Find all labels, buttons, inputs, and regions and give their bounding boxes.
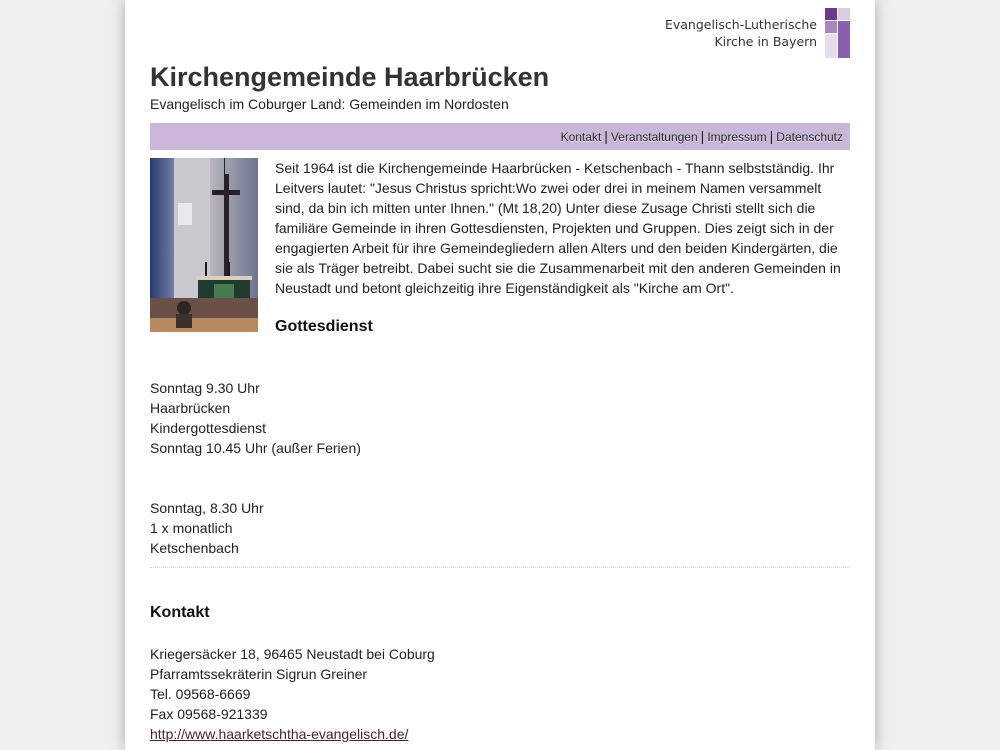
nav-link-veranstaltungen[interactable]: Veranstaltungen bbox=[610, 130, 698, 144]
gottesdienst-heading: Gottesdienst bbox=[275, 318, 373, 335]
service-line: 1 x monatlich bbox=[150, 520, 233, 536]
service-block-haarbruecken bbox=[150, 378, 361, 458]
section-divider bbox=[150, 567, 850, 568]
service-line: Haarbrücken bbox=[150, 400, 231, 416]
service-line: Ketschenbach bbox=[150, 540, 239, 556]
logo-line-1: Evangelisch-Lutherische bbox=[664, 17, 817, 32]
church-altar-photo bbox=[150, 158, 258, 332]
service-line: Kindergottesdienst bbox=[150, 420, 266, 436]
logo-line-2: Kirche in Bayern bbox=[714, 34, 817, 49]
nav-separator: | bbox=[604, 128, 608, 144]
contact-secretary: Pfarramtssekräterin Sigrun Greiner bbox=[150, 666, 368, 682]
top-navigation bbox=[150, 123, 850, 150]
contact-phone: Tel. 09568-6669 bbox=[150, 686, 251, 702]
nav-separator: | bbox=[700, 128, 705, 144]
site-title: Kirchengemeinde Haarbrücken bbox=[150, 62, 550, 92]
kontakt-heading: Kontakt bbox=[150, 604, 210, 621]
nav-separator: | bbox=[769, 128, 774, 144]
site-subtitle: Evangelisch im Coburger Land: Gemeinden im Nordosten bbox=[150, 96, 509, 112]
website-link[interactable]: http://www.haarketschtha-evangelisch.de/ bbox=[150, 726, 409, 742]
elkb-logo-mark-icon bbox=[825, 8, 850, 58]
nav-link-impressum[interactable]: Impressum bbox=[707, 130, 767, 144]
church-logo[interactable] bbox=[664, 8, 850, 58]
nav-link-datenschutz[interactable]: Datenschutz bbox=[776, 130, 843, 144]
service-line: Sonntag 10.45 Uhr (außer Ferien) bbox=[150, 440, 361, 456]
page-container bbox=[125, 0, 875, 750]
service-line: Sonntag, 8.30 Uhr bbox=[150, 500, 264, 516]
contact-address: Kriegersäcker 18, 96465 Neustadt bei Coburg bbox=[150, 646, 435, 662]
contact-fax: Fax 09568-921339 bbox=[150, 706, 268, 722]
logo-text bbox=[665, 16, 817, 50]
service-block-ketschenbach bbox=[150, 498, 264, 558]
intro-paragraph: Seit 1964 ist die Kirchengemeinde Haarbrücken - Ketschenbach - Thann selbstständig. Ihr Leitvers lautet: "Jesus Christus spricht:Wo zwei oder drei in meinem Namen versammelt sind, da bin ich mitten unter Ihnen." (Mt 18,20) Unter diese Zusage Christi stellt sich die familiäre Gemeinde in ihren Gottesdiensten, Projekten und Gruppen. Dies zeigt sich in der engagierten Arbeit für ihre Gemeindegliedern allen Alters und den beiden Kindergärten, die sie als Träger betreibt. Dabei sucht sie die Zusammenarbeit mit den anderen Gemeinden in Neustadt und betont gleichzeitig ihre Eigenständigkeit als "Kirche am Ort". bbox=[275, 160, 841, 296]
service-line: Sonntag 9.30 Uhr bbox=[150, 380, 260, 396]
contact-block bbox=[150, 644, 435, 744]
nav-link-kontakt[interactable]: Kontakt bbox=[560, 130, 602, 144]
